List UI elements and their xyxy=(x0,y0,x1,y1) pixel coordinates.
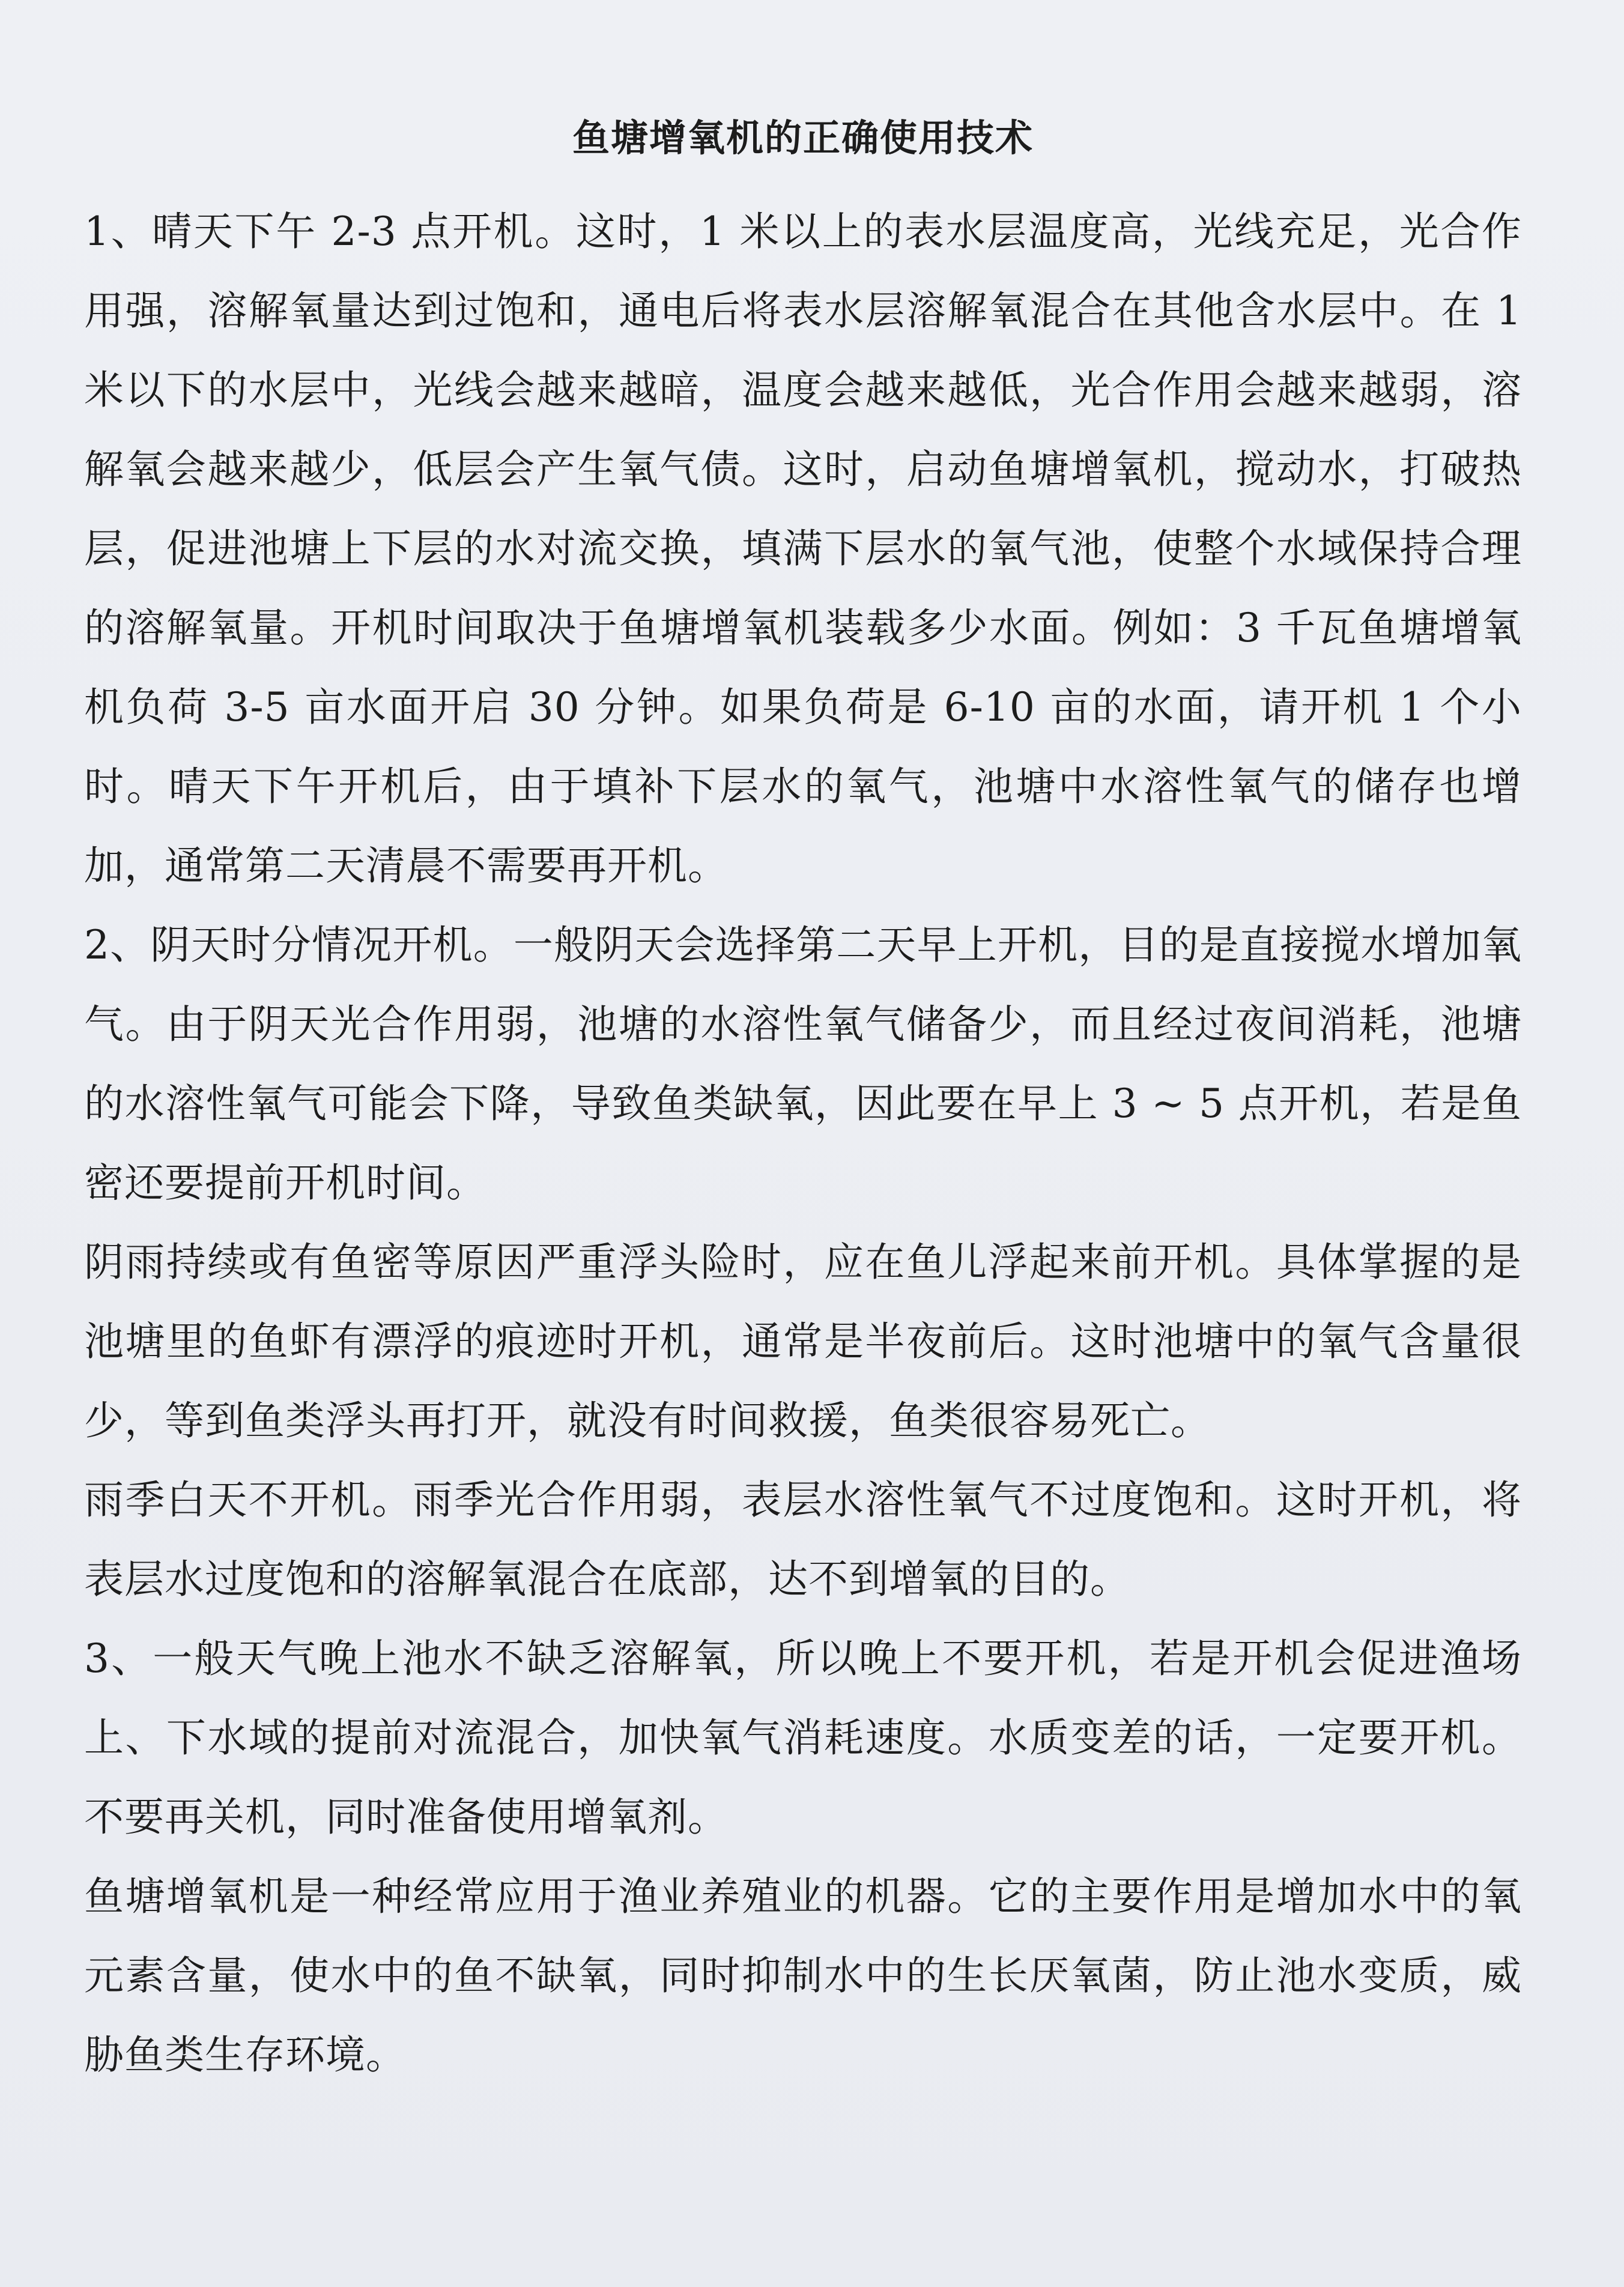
paragraph-3-night: 3、一般天气晚上池水不缺乏溶解氧，所以晚上不要开机，若是开机会促进渔场上、下水域的提前对流混合，加快氧气消耗速度。水质变差的话，一定要开机。不要再关机，同时准备使用增氧剂。 xyxy=(84,1635,1522,1840)
paragraph-2-cloudy: 2、阴天时分情况开机。一般阴天会选择第二天早上开机，目的是直接搅水增加氧气。由于阴天光合作用弱，池塘的水溶性氧气储备少，而且经过夜间消耗，池塘的水溶性氧气可能会下降，导致鱼类缺氧，因此要在早上 3 ~ 5 点开机，若是鱼密还要提前开机时间。 xyxy=(84,922,1522,1206)
document-title: 鱼塘增氧机的正确使用技术 xyxy=(572,116,1034,160)
paragraph-aerator-intro: 鱼塘增氧机是一种经常应用于渔业养殖业的机器。它的主要作用是增加水中的氧元素含量，使水中的鱼不缺氧，同时抑制水中的生长厌氧菌，防止池水变质，威胁鱼类生存环境。 xyxy=(84,1873,1522,2078)
paragraph-1-sunny: 1、晴天下午 2-3 点开机。这时，1 米以上的表水层温度高，光线充足，光合作用强，溶解氧量达到过饱和，通电后将表水层溶解氧混合在其他含水层中。在 1 米以下的水层中，光线会越来越暗，温度会越来越低，光合作用会越来越弱，溶解氧会越来越少，低层会产生氧气债。这时，启动鱼塘增氧机，搅动水，打破热层，促进池塘上下层的水对流交换，填满下层水的氧气池，使整个水域保持合理的溶解氧量。开机时间取决于鱼塘增氧机装载多少水面。例如：3 千瓦鱼塘增氧机负荷 3-5 亩水面开启 30 分钟。如果负荷是 6-10 亩的水面，请开机 1 个小时。晴天下午开机后，由于填补下层水的氧气，池塘中水溶性氧气的储存也增加，通常第二天清晨不需要再开机。 xyxy=(84,208,1522,889)
paragraph-rainy-season: 雨季白天不开机。雨季光合作用弱，表层水溶性氧气不过度饱和。这时开机，将表层水过度饱和的溶解氧混合在底部，达不到增氧的目的。 xyxy=(84,1477,1522,1602)
paragraph-rainy-continuous: 阴雨持续或有鱼密等原因严重浮头险时，应在鱼儿浮起来前开机。具体掌握的是池塘里的鱼虾有漂浮的痕迹时开机，通常是半夜前后。这时池塘中的氧气含量很少，等到鱼类浮头再打开，就没有时间救援，鱼类很容易死亡。 xyxy=(84,1239,1522,1444)
